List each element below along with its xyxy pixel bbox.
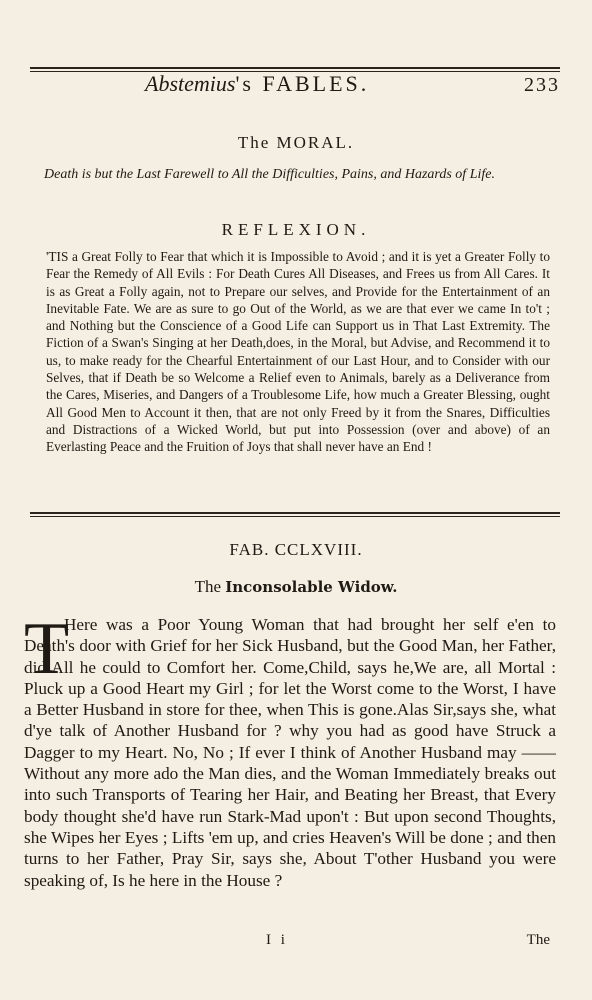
signature-mark: I i [266,932,288,948]
fable-subtitle: The Inconsolable Widow. [194,577,398,596]
moral-text: Death is but the Last Farewell to All the Difficulties, Pains, and Hazards of Life. [44,167,495,182]
blackletter-title: Inconsolable Widow. [225,578,398,596]
fable-text: Here was a Poor Young Woman that had brought her self e'en to Death's door with Grief for her Sick Husband, but the Good Man, her Father, did All he could to Comfort her. Come,Child, says he,We are, all Mortal : Pluck up a Good Heart my Girl ; for let the Worst come to the Worst, I have a Better Husband in store for thee, when This is gone.Alas Sir,says she, what d'ye talk of Another Husband for ? why you had as good have Struck a Dagger to my Heart. No, No ; If ever I think of Another Husband may —— Without any more ado the Man dies, and the Woman Immediately breaks out into such Transports of Tearing her Hair, and Beating her Breast, that Every body thought she'd have run Stark-Mad upon't : But upon second Thoughts, she Wipes her Eyes ; Lifts 'em up, and cries Heaven's Will be done ; and then turns to her Father, Pray Sir, says she, About T'other Husband you were speaking of, Is he here in the House ? [24,615,556,890]
page-number: 233 [524,74,560,96]
reflexion-heading: REFLEXION. [221,220,371,239]
running-title: Abstemius's FABLES. [145,71,370,96]
drop-cap: T [24,608,70,690]
catchword: The [526,932,550,948]
section-rule-thin [30,516,560,517]
header-rule [30,67,560,69]
fable-heading: FAB. CCLXVIII. [229,540,363,559]
moral-heading: The MORAL. [237,133,355,152]
section-rule [30,512,560,514]
running-header [0,71,592,99]
reflexion-text: 'TIS a Great Folly to Fear that which it is Impossible to Avoid ; and it is yet a Greater Folly to Fear the Remedy of All Evils : For Death Cures All Diseases, and Frees us from All Cares. It is as Great a Folly again, not to Prepare our selves, and Provide for the Entertainment of an Inevitable Fate. We are as sure to go Out of the World, as we are that ever we came In to't ; and Nothing but the Conscience of a Good Life can Support us in That Last Extremity. The Fiction of a Swan's Singing at her Death,does, in the Moral, but Advise, and Recommend it to us, to make ready for the Chearful Entertainment of our Last Hour, and to Consider with our Selves, that if Death be so Welcome a Relief even to Animals, barely as a Deliverance from the Cares, Miseries, and Dangers of a Troublesome Life, how much a Greater Blessing, ought All Good Men to Account it then, that are not only Freed by it from the Snares, Difficulties and Distractions of a Wicked World, but put into Possession (over and above) of an Everlasting Peace and the Fruition of Joys that shall never have an End ! [46,249,550,455]
